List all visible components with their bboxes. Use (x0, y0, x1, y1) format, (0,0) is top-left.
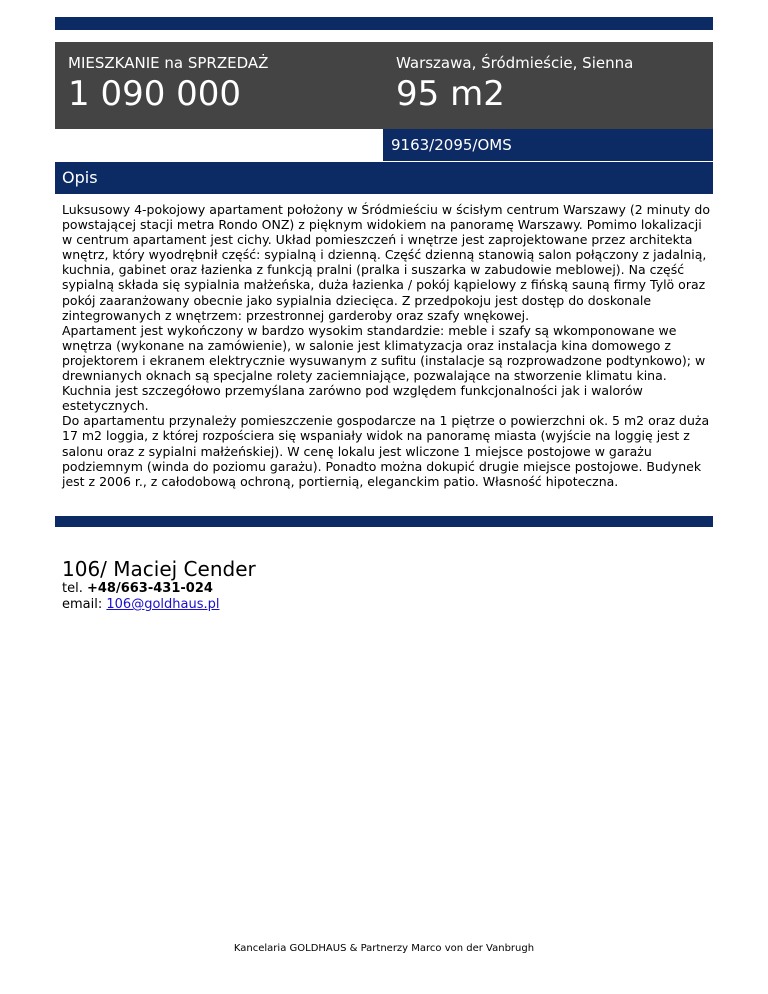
description-paragraph: Luksusowy 4-pokojowy apartament położony w Śródmieściu w ścisłym centrum Warszawy (2 minuty do powstającej stacji metra Rondo ONZ) z pięknym widokiem na panoramę Warszawy. Pomimo lokalizacji w centrum apartament jest cichy. Układ pomieszczeń i wnętrze jest zaprojektowane przez architekta wnętrz, który wyodrębnił część: sypialną i dzienną. Część dzienną stanowią salon połączony z jadalnią, kuchnia, gabinet oraz łazienka z funkcją pralni (pralka i suszarka w zabudowie meblowej). Na część sypialną składa się sypialnia małżeńska, duża łazienka / pokój kąpielowy z fińską sauną firmy Tylö oraz pokój zaaranżowany obecnie jako sypialnia dziecięca. Z przedpokoju jest dostęp do doskonale zintegrowanych z wnętrzem: przestronnej garderoby oraz szafy wnękowej. (62, 202, 710, 323)
listing-header (55, 42, 713, 129)
header-right (396, 54, 633, 114)
agent-phone-line (62, 581, 256, 597)
top-accent-bar (55, 17, 713, 30)
email-label: email: (62, 597, 103, 612)
description-paragraph: Do apartamentu przynależy pomieszczenie gospodarcze na 1 piętrze o powierzchni ok. 5 m2 oraz duża 17 m2 loggia, z której rozpościera się wspaniały widok na panoramę miasta (wyjście na loggię jest z salonu oraz z sypialni małżeńskiej). W cenę lokalu jest wliczone 1 miejsce postojowe w garażu podziemnym (winda do poziomu garażu). Ponadto można dokupić drugie miejsce postojowe. Budynek jest z 2006 r., z całodobową ochroną, portiernią, eleganckim patio. Własność hipoteczna. (62, 413, 710, 489)
description-text (62, 202, 712, 489)
offer-id: 9163/2095/OMS (391, 136, 512, 154)
listing-location: Warszawa, Śródmieście, Sienna (396, 54, 634, 72)
phone-label: tel. (62, 581, 83, 596)
agent-contact (62, 557, 256, 613)
page-footer: Kancelaria GOLDHAUS & Partnerzy Marco von der Vanbrugh (233, 943, 535, 954)
agent-email-line (62, 597, 256, 613)
listing-type: MIESZKANIE na SPRZEDAŻ (68, 54, 269, 72)
offer-id-bar (383, 129, 713, 161)
email-link[interactable]: 106@goldhaus.pl (106, 597, 220, 612)
description-heading-bar (55, 162, 713, 194)
section-divider-bar (55, 516, 713, 527)
listing-area: 95 m2 (396, 74, 505, 114)
listing-price: 1 090 000 (68, 74, 242, 114)
description-heading: Opis (62, 168, 98, 187)
phone-number[interactable]: +48/663-431-024 (86, 581, 213, 596)
header-left (68, 54, 268, 114)
description-paragraph: Apartament jest wykończony w bardzo wysokim standardzie: meble i szafy są wkomponowane we wnętrza (wykonane na zamówienie), w salonie jest klimatyzacja oraz instalacja kina domowego z projektorem i ekranem elektrycznie wysuwanym z sufitu (instalacje są rozprowadzone podtynkowo); w drewnianych oknach są specjalne rolety zaciemniające, pozwalające na stworzenie klimatu kina. Kuchnia jest szczegółowo przemyślana zarówno pod względem funkcjonalności jak i walorów estetycznych. (62, 322, 706, 414)
agent-name: 106/ Maciej Cender (62, 557, 256, 581)
